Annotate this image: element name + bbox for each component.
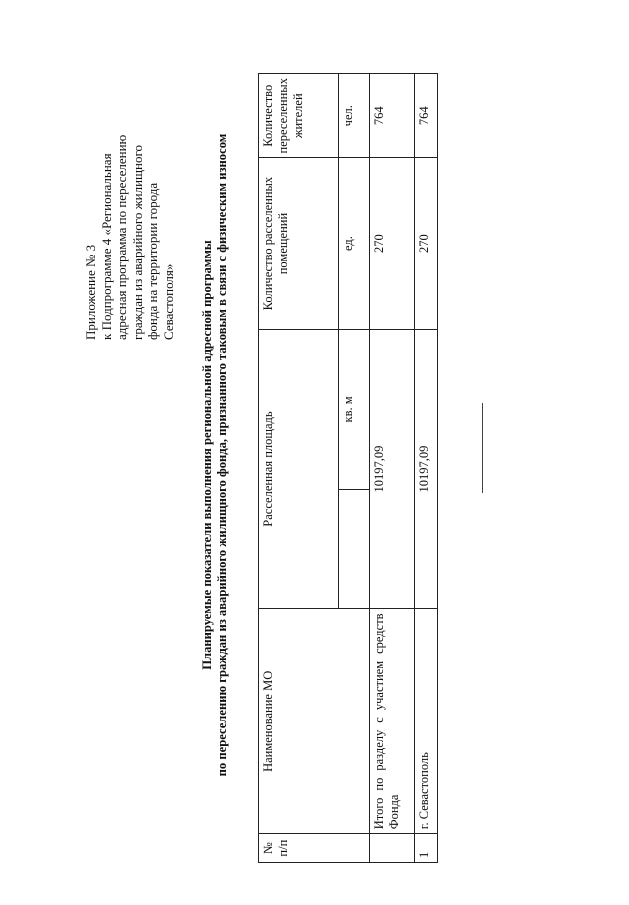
header-area: Расселенная площадь (259, 329, 339, 609)
table-header-row (259, 74, 339, 863)
document-title (200, 45, 230, 865)
cell-num: 1 (415, 834, 438, 863)
indicators-table (258, 73, 438, 863)
header-rooms: Количество расселенных помещений (259, 158, 339, 329)
separator-line (482, 403, 483, 493)
cell-residents: 764 (370, 74, 415, 158)
title-line-1: Планируемые показатели выполнения региональной адресной программы (200, 240, 214, 670)
appendix-line: к Подпрограмме 4 «Региональная (98, 153, 114, 340)
table-row (415, 74, 438, 863)
appendix-line: граждан из аварийного жилищного (129, 144, 145, 340)
header-residents: Количество переселенных жителей (259, 74, 339, 158)
appendix-note (83, 100, 176, 340)
unit-residents: чел. (339, 74, 370, 158)
appendix-line: Приложение № 3 (83, 244, 98, 340)
table-row (370, 74, 415, 863)
cell-area: 10197,09 (415, 329, 438, 609)
unit-rooms: ед. (339, 158, 370, 329)
appendix-line: адресная программа по переселению (114, 134, 129, 340)
appendix-line: Севастополя» (160, 263, 176, 340)
cell-rooms: 270 (370, 158, 415, 329)
unit-area-empty (339, 490, 370, 609)
cell-num (370, 834, 415, 863)
header-name: Наименование МО (259, 609, 370, 834)
cell-rooms: 270 (415, 158, 438, 329)
cell-area: 10197,09 (370, 329, 415, 609)
cell-name: Итого по разделу с участием средств Фонда (370, 609, 415, 834)
appendix-line: фонда на территории города (145, 182, 160, 340)
header-num: № п/п (259, 834, 370, 863)
title-line-2: по переселению граждан из аварийного жилищного фонда, признанного таковым в связи с физическим износом (215, 133, 229, 777)
cell-residents: 764 (415, 74, 438, 158)
unit-area: кв. м (339, 329, 370, 490)
cell-name: г. Севастополь (415, 609, 438, 834)
